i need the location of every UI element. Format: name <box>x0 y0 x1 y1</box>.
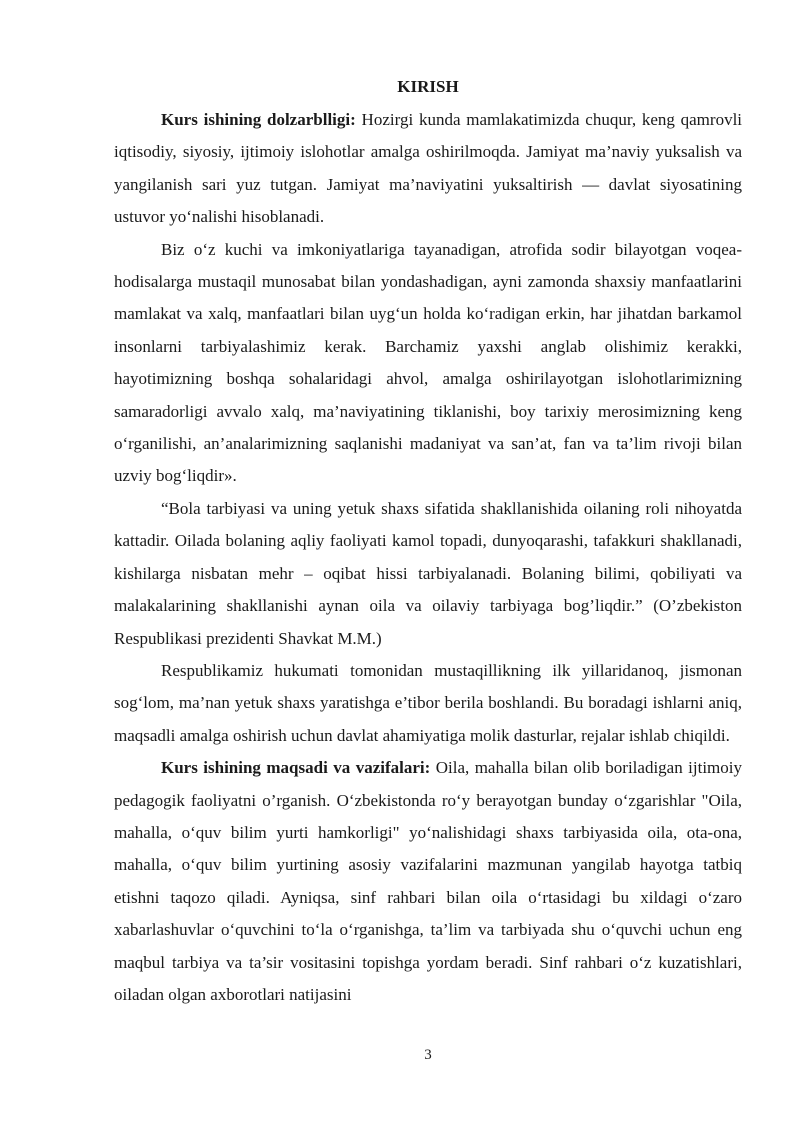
paragraph-text: Biz o‘z kuchi va imkoniyatlariga tayanadigan, atrofida sodir bilayotgan voqea-hodisalarga mustaqil munosabat bilan yondashadigan, ayni zamonda shaxsiy manfaatlarini mamlakat va xalq, manfaatlari bilan uyg‘un holda ko‘radigan erkin, har jihatdan barkamol insonlarni tarbiyalashimiz kerak. Barchamiz yaxshi anglab olishimiz kerakki, hayotimizning boshqa sohalaridagi ahvol, amalga oshirilayotgan islohotlarimizning samaradorligi avvalo xalq, ma’naviyatining tiklanishi, boy tarixiy merosimizning keng o‘rganilishi, an’analarimizning saqlanishi madaniyat va san’at, fan va ta’lim rivoji bilan uzviy bog‘liqdir». <box>114 239 742 486</box>
page-number: 3 <box>424 1047 432 1063</box>
paragraph-text: Oila, mahalla bilan olib boriladigan ijtimoiy pedagogik faoliyatni o’rganish. O‘zbekistonda ro‘y berayotgan bunday o‘zgarishlar "Oila, mahalla, o‘quv bilim yurti hamkorligi" yo‘nalishidagi shaxs tarbiyasida oila, ota-ona, mahalla, o‘quv bilim yurtining asosiy vazifalarini mazmunan yangilab hayotga tatbiq etishni taqozo qiladi. Ayniqsa, sinf rahbari bilan oila o‘rtasidagi bu xildagi o‘zaro xabarlashuvlar o‘quvchini to‘la o‘rganishga, ta’lim va tarbiyada shu o‘quvchi uchun eng maqbul tarbiya va ta’sir vositasini topishga yordam beradi. Sinf rahbari o‘z kuzatishlari, oiladan olgan axborotlari natijasini <box>114 758 742 1004</box>
paragraph-lead: Kurs ishining dolzarblligi: <box>161 110 356 129</box>
paragraph-goals <box>114 752 742 1011</box>
paragraph-text: “Bola tarbiyasi va uning yetuk shaxs sifatida shakllanishida oilaning roli nihoyatda kattadir. Oilada bolaning aqliy faoliyati kamol topadi, dunyoqarashi, tafakkuri shakllanadi, kishilarga nisbatan mehr – oqibat hissi tarbiyalanadi. Bolaning bilimi, qobiliyati va malakalarining shakllanishi aynan oila va oilaviy tarbiyaga bog’liqdir.” (O’zbekiston Respublikasi prezidenti Shavkat M.M.) <box>114 498 742 648</box>
paragraph-text: Respublikamiz hukumati tomonidan mustaqillikning ilk yillaridanoq, jismonan sog‘lom, ma’nan yetuk shaxs yaratishga e’tibor berila boshlandi. Bu boradagi ishlarni aniq, maqsadli amalga oshirish uchun davlat ahamiyatiga molik dasturlar, rejalar ishlab chiqildi. <box>114 660 742 745</box>
paragraph-quote <box>114 493 742 655</box>
paragraph-government <box>114 655 742 752</box>
paragraph-relevance <box>114 104 742 234</box>
paragraph-lead: Kurs ishining maqsadi va vazifalari: <box>161 758 431 778</box>
body-text <box>114 104 742 1011</box>
paragraph-personality <box>114 234 742 493</box>
section-heading: KIRISH <box>397 77 459 96</box>
paragraph-text: Hozirgi kunda mamlakatimizda chuqur, keng qamrovli iqtisodiy, siyosiy, ijtimoiy islohotlar amalga oshirilmoqda. Jamiyat ma’naviy yuksalish va yangilanish sari yuz tutgan. Jamiyat ma’naviyatini yuksaltirish — davlat siyosatining ustuvor yo‘nalishi hisoblanadi. <box>114 110 743 227</box>
